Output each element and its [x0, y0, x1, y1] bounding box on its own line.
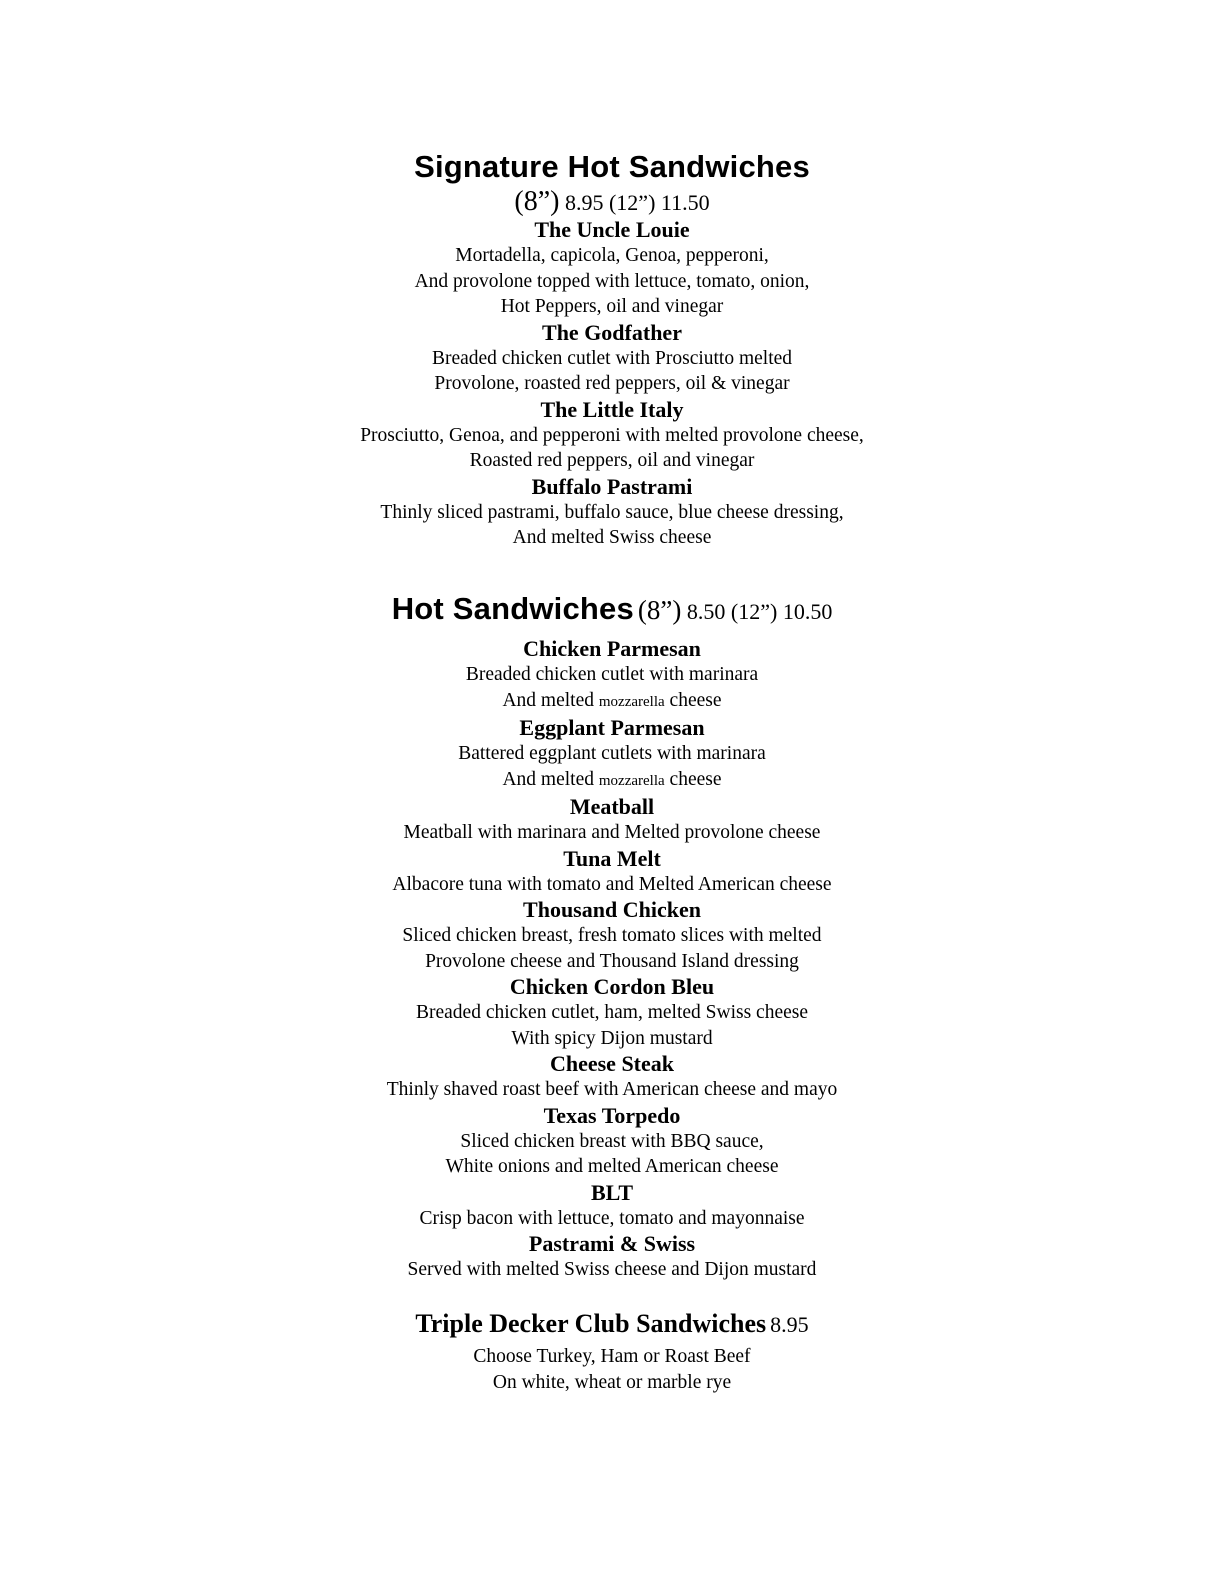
item-name: The Uncle Louie: [534, 217, 690, 242]
desc-part: And melted: [502, 689, 599, 711]
club-title: Triple Decker Club Sandwiches: [415, 1309, 767, 1338]
signature-size-12-label: (12”): [608, 190, 656, 215]
item-description: Thinly sliced pastrami, buffalo sauce, blue cheese dressing,: [380, 501, 844, 523]
desc-part: cheese: [664, 768, 722, 790]
signature-prices: [0, 188, 1224, 217]
item-name: The Godfather: [542, 319, 682, 345]
hot-header: [0, 588, 1224, 636]
hot-title: Hot Sandwiches: [391, 591, 634, 626]
item-description: Prosciutto, Genoa, and pepperoni with melted provolone cheese,: [360, 424, 864, 446]
signature-price-12: 11.50: [660, 190, 710, 215]
menu-item: [0, 846, 1224, 898]
menu-item: [0, 1051, 1224, 1103]
hot-price-12: 10.50: [782, 599, 833, 624]
club-section: [0, 1308, 1224, 1395]
menu-item: [0, 1180, 1224, 1232]
item-description: Mortadella, capicola, Genoa, pepperoni,: [455, 245, 769, 266]
item-description: And provolone topped with lettuce, tomato, onion,: [414, 270, 810, 292]
item-name: Thousand Chicken: [523, 897, 701, 922]
club-description: On white, wheat or marble rye: [492, 1371, 732, 1393]
desc-part-small: mozzarella: [598, 772, 665, 789]
item-description: Crisp bacon with lettuce, tomato and mayonnaise: [419, 1207, 805, 1229]
menu-item: [0, 1231, 1224, 1283]
hot-size-12-label: (12”): [730, 599, 778, 624]
item-description: Breaded chicken cutlet, ham, melted Swiss cheese: [415, 1002, 809, 1023]
item-name: Pastrami & Swiss: [528, 1231, 696, 1256]
item-description: Sliced chicken breast, fresh tomato slices with melted: [402, 925, 822, 946]
item-description: Breaded chicken cutlet with marinara: [465, 664, 759, 685]
signature-price-8: 8.95: [564, 190, 604, 215]
hot-size-8-label: (8”): [637, 595, 682, 625]
item-name: Texas Torpedo: [543, 1102, 681, 1128]
signature-size-8-label: (8”): [514, 186, 560, 217]
item-description: Breaded chicken cutlet with Prosciutto melted: [431, 347, 793, 369]
club-description: Choose Turkey, Ham or Roast Beef: [473, 1346, 751, 1367]
menu-item: [0, 474, 1224, 551]
menu-item: [0, 320, 1224, 397]
item-description: Provolone, roasted red peppers, oil & vinegar: [434, 373, 790, 394]
item-name: Buffalo Pastrami: [531, 473, 693, 499]
menu-item: [0, 636, 1224, 715]
club-header: [0, 1308, 1224, 1344]
item-description: Thinly shaved roast beef with American cheese and mayo: [386, 1079, 838, 1100]
menu-item: [0, 794, 1224, 846]
item-description: Hot Peppers, oil and vinegar: [500, 296, 724, 317]
menu-item: [0, 715, 1224, 794]
signature-section: [0, 146, 1224, 551]
menu-item: [0, 897, 1224, 974]
item-name: The Little Italy: [540, 396, 684, 422]
item-description: Battered eggplant cutlets with marinara: [458, 743, 766, 764]
item-name: Chicken Cordon Bleu: [509, 974, 715, 999]
menu-item: [0, 217, 1224, 320]
item-description: Roasted red peppers, oil and vinegar: [469, 450, 755, 471]
signature-title: Signature Hot Sandwiches: [414, 149, 810, 184]
club-price: 8.95: [770, 1312, 809, 1337]
item-description: White onions and melted American cheese: [445, 1156, 779, 1177]
item-description: Sliced chicken breast with BBQ sauce,: [460, 1130, 764, 1152]
hot-section: [0, 588, 1224, 1283]
item-name: Eggplant Parmesan: [519, 715, 705, 740]
menu-item: [0, 397, 1224, 474]
item-description: With spicy Dijon mustard: [511, 1027, 713, 1049]
desc-part: cheese: [664, 689, 722, 711]
item-description: Albacore tuna with tomato and Melted American cheese: [392, 873, 832, 895]
desc-part: And melted: [502, 768, 599, 790]
item-description: [0, 767, 1224, 795]
item-name: BLT: [590, 1179, 633, 1205]
item-description: And melted Swiss cheese: [512, 527, 712, 548]
item-name: Tuna Melt: [563, 845, 661, 871]
menu-item: [0, 1103, 1224, 1180]
item-description: Served with melted Swiss cheese and Dijon mustard: [407, 1259, 817, 1280]
desc-part-small: mozzarella: [598, 693, 665, 710]
item-description: Meatball with marinara and Melted provolone cheese: [403, 822, 821, 843]
hot-price-8: 8.50: [686, 599, 726, 624]
item-description: Provolone cheese and Thousand Island dressing: [425, 950, 799, 972]
menu-item: [0, 974, 1224, 1051]
item-name: Cheese Steak: [549, 1051, 675, 1076]
item-description: [0, 688, 1224, 716]
item-name: Meatball: [569, 794, 655, 819]
item-name: Chicken Parmesan: [523, 636, 701, 661]
